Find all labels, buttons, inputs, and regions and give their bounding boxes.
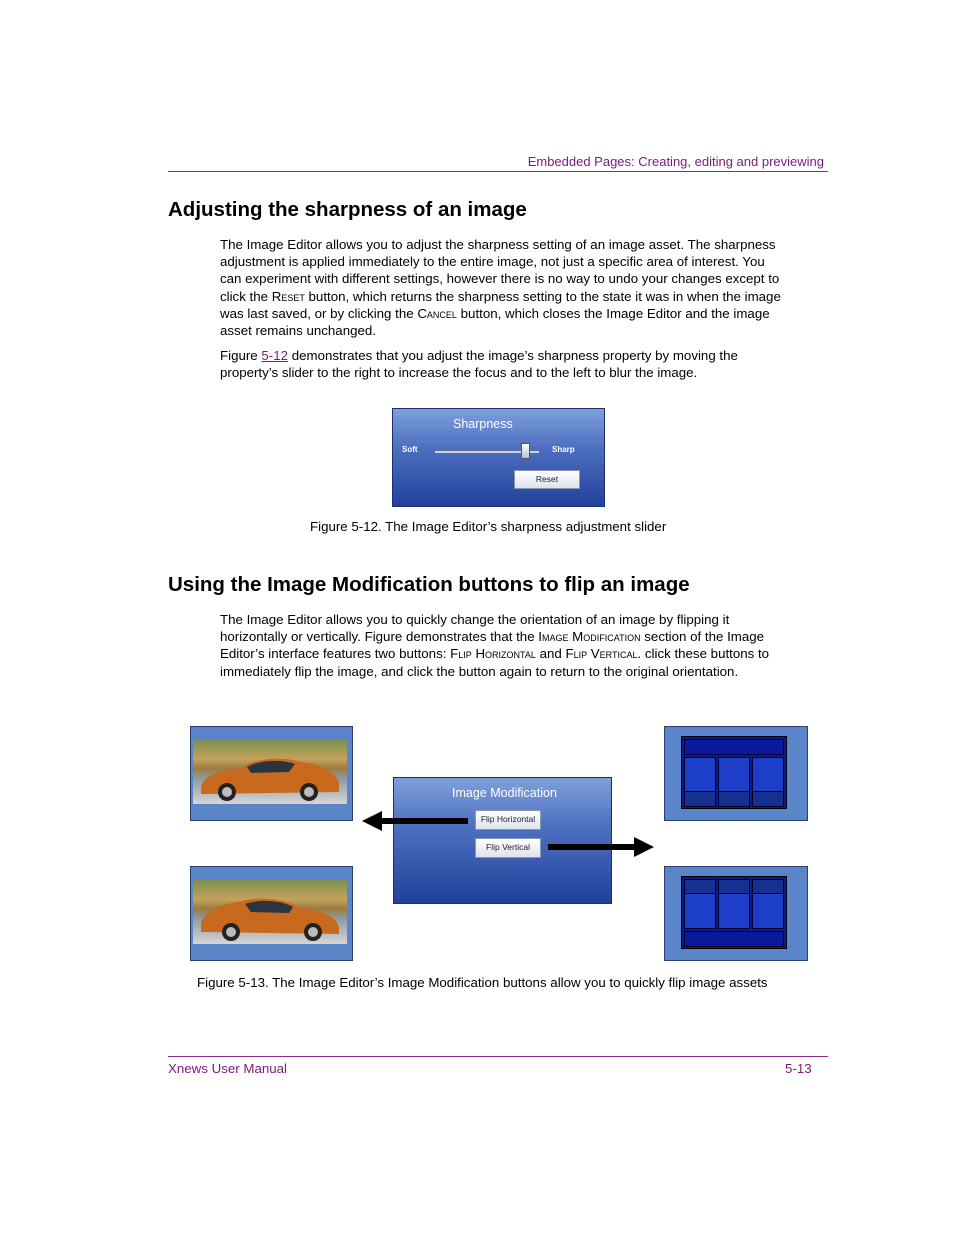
text-run: section of the Image Editor’s interface features two buttons: bbox=[220, 629, 765, 662]
soft-label: Soft bbox=[402, 445, 418, 454]
flip-horizontal-button[interactable]: Flip Horizontal bbox=[475, 810, 541, 830]
text-run: and bbox=[535, 646, 566, 662]
text-run: . click these buttons to immediately flip the image, and click the button again to return to the original orientation. bbox=[220, 646, 770, 679]
figure-12-caption: Figure 5-12. The Image Editor’s sharpness adjustment slider bbox=[310, 519, 667, 534]
footer-manual-title: Xnews User Manual bbox=[168, 1061, 287, 1076]
section-heading-sharpness: Adjusting the sharpness of an image bbox=[168, 198, 527, 221]
text-run: The Image Editor allows you to quickly change the orientation of an image by flipping it horizontally or vertically. Figure demonstrates that the bbox=[220, 612, 730, 645]
image-modification-title: Image Modification bbox=[452, 786, 557, 800]
car-icon bbox=[193, 880, 347, 944]
flip-horizontal-term: Flip Horizontal bbox=[450, 646, 536, 662]
layout-thumbnail-original bbox=[664, 726, 808, 821]
layout-thumbnail-flipped bbox=[664, 866, 808, 961]
sharpness-panel-title: Sharpness bbox=[453, 417, 513, 431]
car-thumbnail-flipped bbox=[190, 866, 353, 961]
flip-vertical-term: Flip Vertical bbox=[565, 646, 638, 662]
text-run: Figure bbox=[220, 348, 262, 363]
right-arrow-icon bbox=[548, 836, 654, 858]
text-run: button, which closes the Image Editor and the image asset remains unchanged. bbox=[220, 305, 770, 339]
car-image bbox=[193, 740, 347, 804]
figure-link[interactable]: 5-12 bbox=[261, 348, 289, 363]
cancel-term: Cancel bbox=[417, 305, 457, 321]
left-arrow-icon bbox=[362, 810, 468, 832]
text-run: The Image Editor allows you to adjust the sharpness setting of an image asset. The sharpness adjustment is applied immediately to the entire image, not just a specific area of interest. You can experiment with different settings, however there is no way to undo your changes except to click the bbox=[220, 237, 780, 304]
layout-image bbox=[681, 876, 787, 949]
reset-term: Reset bbox=[271, 288, 305, 304]
layout-image bbox=[681, 736, 787, 809]
car-icon bbox=[193, 740, 347, 804]
running-header: Embedded Pages: Creating, editing and previewing bbox=[527, 154, 824, 169]
figure-13-caption: Figure 5-13. The Image Editor’s Image Modification buttons allow you to quickly flip image assets bbox=[197, 975, 768, 990]
footer-rule bbox=[168, 1056, 828, 1057]
car-thumbnail-original bbox=[190, 726, 353, 821]
image-modification-term: Image Modification bbox=[538, 629, 641, 645]
section-heading-flip: Using the Image Modification buttons to flip an image bbox=[168, 573, 690, 596]
sharpness-slider-thumb[interactable] bbox=[521, 443, 530, 459]
sharpness-panel bbox=[392, 408, 605, 507]
sharp-label: Sharp bbox=[552, 445, 575, 454]
car-image bbox=[193, 880, 347, 944]
text-run: button, which returns the sharpness setting to the state it was in when the image was last saved, or by clicking the bbox=[220, 288, 781, 321]
header-rule bbox=[168, 171, 828, 172]
text-run: demonstrates that you adjust the image’s sharpness property by moving the property’s slider to the right to increase the focus and to the left to blur the image. bbox=[220, 348, 738, 381]
paragraph-sharpness-intro bbox=[220, 236, 785, 339]
paragraph-flip-intro bbox=[220, 611, 785, 680]
flip-vertical-button[interactable]: Flip Vertical bbox=[475, 838, 541, 858]
reset-button[interactable]: Reset bbox=[514, 470, 580, 489]
footer-page-number: 5-13 bbox=[785, 1061, 812, 1076]
paragraph-sharpness-figure bbox=[220, 347, 785, 381]
